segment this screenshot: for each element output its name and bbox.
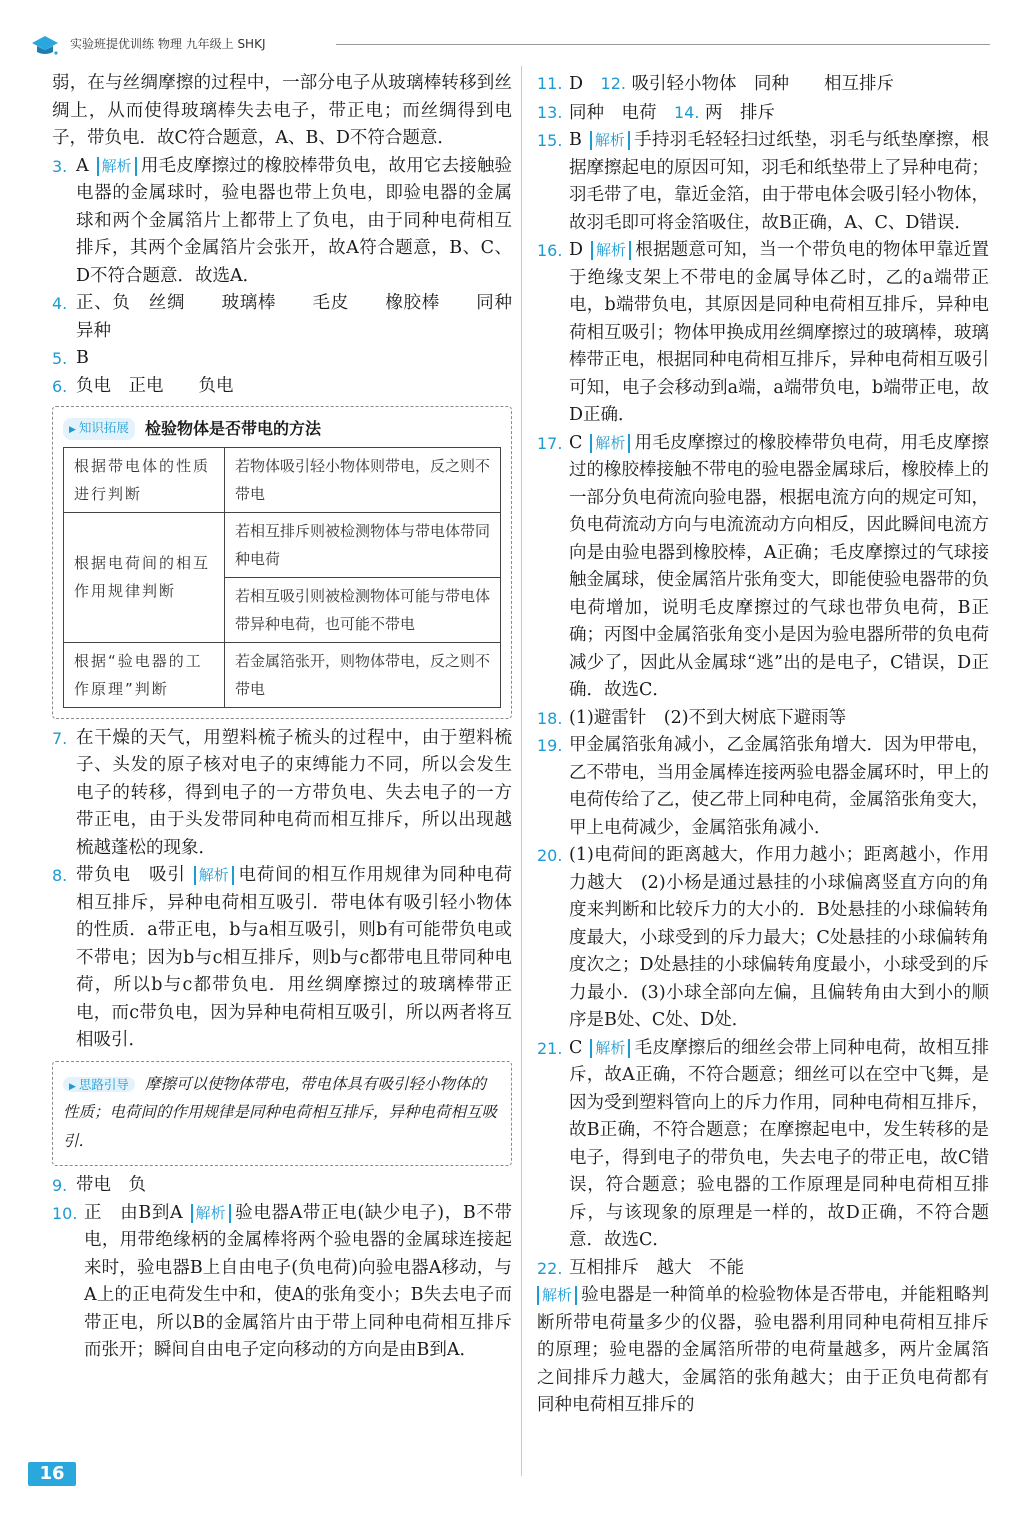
- answer-choice: 正 由B到A: [84, 1202, 183, 1223]
- answer-text: D: [569, 74, 584, 94]
- header-title: 实验班提优训练 物理 九年级上 SHKJ: [70, 37, 266, 51]
- analysis-tag: 解析: [97, 157, 137, 176]
- table-row: [64, 642, 501, 707]
- answer-text: 同种 电荷: [569, 102, 657, 123]
- question-number: 8.: [52, 866, 68, 885]
- analysis-tag: 解析: [590, 434, 630, 453]
- answer-11-12: [537, 70, 989, 99]
- analysis-text: 电荷间的相互作用规律为同种电荷相互排斥，异种电荷相互吸引．带电体有吸引轻小物体的性质．a带正电，b与a相互吸引，则b有可能带负电或不带电；因为b与c相互排斥，则b与c都带电且带同种电荷，所以b与c都带负电．用丝绸摩擦过的玻璃棒带正电，而c带负电，因为异种电荷相互吸引，所以两者将互相吸引．: [76, 865, 513, 1050]
- header-rule: [336, 44, 990, 45]
- answer-text: 带电 负: [76, 1175, 146, 1195]
- question-number: 12.: [600, 74, 626, 93]
- answer-13-14: [537, 99, 989, 128]
- question-number: 16.: [537, 241, 563, 260]
- analysis-tag: 解析: [591, 241, 631, 260]
- analysis-text: 毛皮摩擦后的细丝会带上同种电荷，故相互排斥，故A正确，不符合题意；细丝可以在空中飞舞，是因为受到塑料管向上的斥力作用，同种电荷相互排斥，故B正确，不符合题意；在摩擦起电中，发生转移的是电子，得到电子的带负电，失去电子的带正电，故C错误，符合题意；验电器的工作原理是同种电荷相互排斥，与该现象的原理是一样的，故D正确，不符合题意．故选C．: [569, 1037, 989, 1250]
- question-number: 6.: [52, 376, 68, 396]
- table-cell: 根据“验电器的工作原理”判断: [64, 642, 225, 707]
- question-number: 21.: [537, 1038, 563, 1058]
- answer-17: [537, 430, 989, 705]
- question-number: 22.: [537, 1258, 563, 1278]
- knowledge-title: 检验物体是否带电的方法: [144, 419, 321, 438]
- answer-text: 正、负 丝绸 玻璃棒 毛皮 橡胶棒 同种 异种: [76, 293, 547, 341]
- answer-text: 甲金属箔张角减小，乙金属箔张角增大．因为甲带电，乙不带电，当用金属棒连接两验电器金属环时，甲上的电荷传给了乙，使乙带上同种电荷，金属箔张角变大，甲上电荷减少，金属箔张角减小．: [569, 735, 989, 838]
- answer-5: [52, 345, 512, 373]
- analysis-text: 用毛皮摩擦过的橡胶棒带负电荷，用毛皮摩擦过的橡胶棒接触不带电的验电器金属球后，橡胶棒上的一部分负电荷流向验电器，根据电流方向的规定可知，负电荷流动方向与电流流动方向相反，因此瞬间电流方向是由验电器到橡胶棒，A正确；毛皮摩擦过的气球接触金属球，使金属箔片张角变大，即能使验电器带的负电荷增加，说明毛皮摩擦过的气球也带负电荷，B正确；丙图中金属箔张角变小是因为验电器所带的负电荷减少了，因此从金属球“逃”出的是电子，C错误，D正确．故选C．: [569, 432, 989, 700]
- analysis-tag: 解析: [537, 1286, 577, 1305]
- answer-text: (1)避雷针 (2)不到大树底下避雨等: [569, 707, 847, 728]
- table-cell: 根据电荷间的相互作用规律判断: [64, 512, 225, 642]
- analysis-text: 手持羽毛轻轻扫过纸垫，羽毛与纸垫摩擦，根据摩擦起电的原因可知，羽毛和纸垫带上了异种电荷；羽毛带了电，靠近金箔，由于带电体会吸引轻小物体，故羽毛即可将金箔吸住，故B正确，A、C、D错误．: [569, 130, 989, 233]
- question-number: 19.: [537, 736, 563, 755]
- answer-21: [537, 1035, 989, 1255]
- thinking-guide-box: [52, 1061, 512, 1167]
- question-number: 13.: [537, 102, 563, 122]
- answer-text: 负电 正电 负电: [76, 375, 234, 396]
- answer-text: 吸引轻小物体 同种 相互排斥: [631, 74, 895, 94]
- table-cell: 若金属箔张开，则物体带电，反之则不带电: [225, 642, 501, 707]
- answer-6: [52, 373, 512, 401]
- answer-choice: D: [569, 240, 584, 260]
- question-number: 10.: [52, 1203, 78, 1223]
- answer-choice: 带负电 吸引: [76, 865, 186, 885]
- method-table: [63, 447, 501, 708]
- answer-7: [52, 725, 512, 863]
- answer-choice: A: [76, 155, 89, 176]
- question-number: 7.: [52, 728, 68, 748]
- answer-19: [537, 732, 989, 842]
- answer-text: (1)电荷间的距离越大，作用力越小；距离越小，作用力越大 (2)小杨是通过悬挂的小球偏离竖直方向的角度来判断和比较斥力的大小的．B处悬挂的小球偏转角度最大，小球受到的斥力最大；C处悬挂的小球偏转角度次之；D处悬挂的小球偏转角度最小，小球受到的斥力最小．(3)小球全部向左偏，且偏转角由大到小的顺序是B处、C处、D处．: [569, 845, 989, 1030]
- question-number: 17.: [537, 433, 563, 453]
- page-number: 16: [28, 1462, 76, 1486]
- question-number: 15.: [537, 131, 563, 150]
- knowledge-extension-box: [52, 406, 512, 719]
- book-logo-icon: [30, 33, 60, 57]
- answer-text: 两 排斥: [705, 102, 776, 123]
- answer-18: [537, 705, 989, 733]
- knowledge-badge: ▶ 知识拓展: [63, 418, 135, 440]
- table-cell: 若物体吸引轻小物体则带电，反之则不带电: [225, 447, 501, 512]
- analysis-tag: 解析: [191, 1204, 231, 1223]
- answer-9: [52, 1172, 512, 1200]
- right-column: [537, 70, 989, 1420]
- answer-text: B: [76, 348, 89, 368]
- answer-22-analysis: [537, 1282, 989, 1420]
- answer-3: [52, 153, 512, 291]
- answer-22: [537, 1255, 989, 1283]
- column-divider: [521, 66, 522, 1476]
- analysis-tag: 解析: [194, 866, 234, 885]
- answer-16: [537, 237, 989, 430]
- analysis-text: 用毛皮摩擦过的橡胶棒带负电，故用它去接触验电器的金属球时，验电器也带上负电，即验电器的金属球和两个金属箔片上都带上了负电，由于同种电荷相互排斥，其两个金属箔片会张开，故A符合题意，B、C、D不符合题意．故选A．: [76, 155, 512, 286]
- analysis-text: 验电器是一种简单的检验物体是否带电，并能粗略判断所带电荷量多少的仪器，验电器利用同种电荷相互排斥的原理；验电器的金属箔所带的电荷量越多，两片金属箔之间排斥力越大，金属箔的张角越大；由于正负电荷都有同种电荷相互排斥的: [537, 1285, 989, 1415]
- table-cell: 若相互排斥则被检测物体与带电体带同种电荷: [225, 512, 501, 577]
- analysis-tag: 解析: [590, 131, 630, 150]
- answer-8: [52, 862, 512, 1055]
- question-number: 3.: [52, 156, 68, 176]
- table-cell: 若相互吸引则被检测物体可能与带电体带异种电荷，也可能不带电: [225, 577, 501, 642]
- answer-text: 互相排斥 越大 不能: [569, 1257, 744, 1278]
- hint-text: 摩擦可以使物体带电，带电体具有吸引轻小物体的性质；电荷间的作用规律是同种电荷相互排斥，异种电荷相互吸引．: [63, 1074, 498, 1150]
- table-row: [64, 447, 501, 512]
- question-number: 20.: [537, 846, 563, 865]
- answer-choice: C: [569, 432, 583, 453]
- table-row: [64, 512, 501, 577]
- question-number: 9.: [52, 1176, 68, 1195]
- question-number: 14.: [674, 102, 700, 122]
- answer-15: [537, 127, 989, 237]
- continued-answer: 弱，在与丝绸摩擦的过程中，一部分电子从玻璃棒转移到丝绸上，从而使得玻璃棒失去电子，带正电；而丝绸得到电子，带负电．故C符合题意，A、B、D不符合题意．: [52, 73, 512, 148]
- analysis-text: 根据题意可知，当一个带负电的物体甲靠近置于绝缘支架上不带电的金属导体乙时，乙的a端带正电，b端带负电，其原因是同种电荷相互排斥，异种电荷相互吸引；物体甲换成用丝绸摩擦过的玻璃棒，玻璃棒带正电，根据同种电荷相互排斥，异种电荷相互吸引可知，电子会移动到a端，a端带负电，b端带正电，故D正确．: [569, 240, 989, 425]
- answer-text: 在干燥的天气，用塑料梳子梳头的过程中，由于塑料梳子、头发的原子核对电子的束缚能力不同，所以会发生电子的转移，得到电子的一方带负电、失去电子的一方带正电，由于头发带同种电荷而相互排斥，所以出现越梳越蓬松的现象．: [76, 727, 512, 858]
- question-number: 11.: [537, 74, 563, 93]
- hint-badge: ▶ 思路引导: [63, 1077, 135, 1092]
- page-header: [30, 33, 990, 57]
- analysis-text: 验电器A带正电(缺少电子)，B不带电，用带绝缘柄的金属棒将两个验电器的金属球连接起来时，验电器B上自由电子(负电荷)向验电器A移动，与A上的正电荷发生中和，使A的张角变小；B失去电子而带正电，所以B的金属箔片由于带上同种电荷相互排斥而张开；瞬间自由电子定向移动的方向是由B到A．: [84, 1202, 512, 1360]
- table-cell: 根据带电体的性质进行判断: [64, 447, 225, 512]
- question-number: 4.: [52, 294, 68, 313]
- answer-20: [537, 842, 989, 1035]
- answer-choice: C: [569, 1037, 583, 1058]
- question-number: 18.: [537, 708, 563, 728]
- analysis-tag: 解析: [590, 1039, 630, 1058]
- answer-choice: B: [569, 130, 582, 150]
- question-number: 5.: [52, 349, 68, 368]
- answer-10: [52, 1200, 512, 1365]
- left-column: [52, 70, 547, 1365]
- answer-4: [52, 290, 547, 345]
